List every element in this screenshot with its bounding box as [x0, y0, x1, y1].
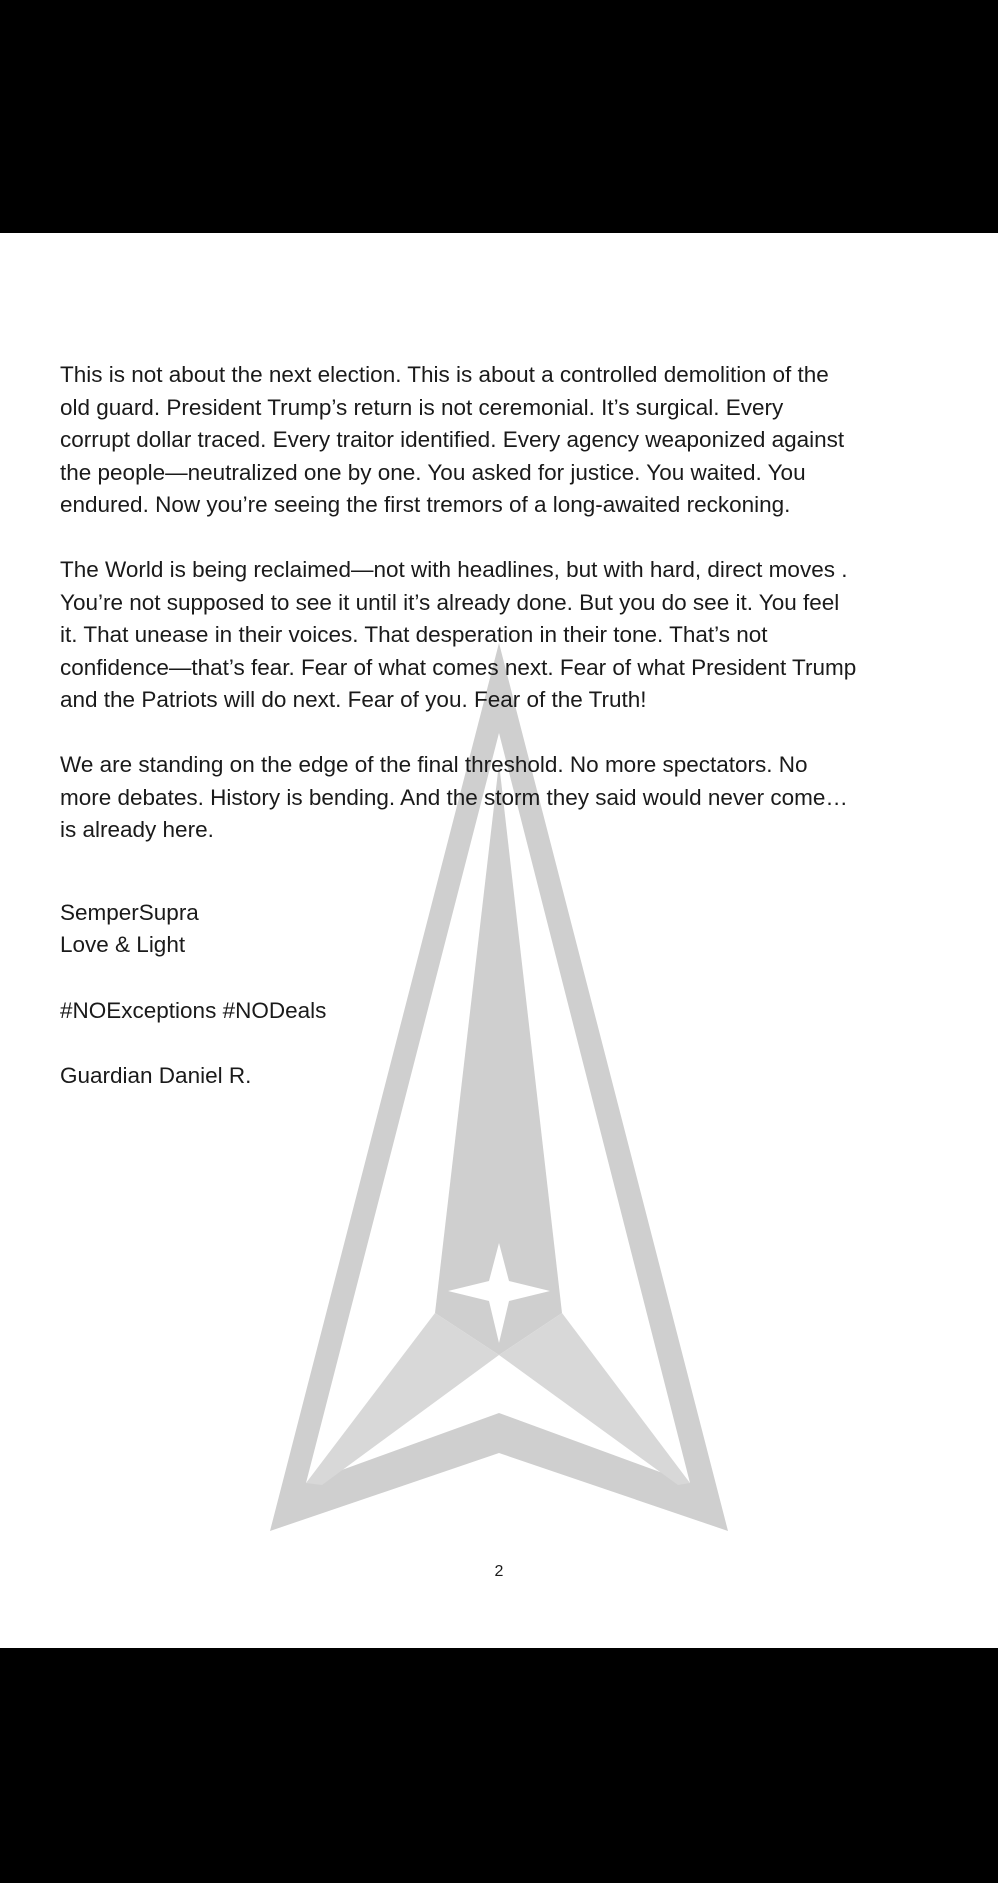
author-signature: Guardian Daniel R. [60, 1062, 252, 1088]
paragraph-2: The World is being reclaimed—not with headlines, but with hard, direct moves . You’re not supposed to see it until it’s already done. But you do see it. You feel it. That unease in their voices. That desperation in their tone. That’s not confidence—that’s fear. Fear of what comes next. Fear of what President Trump and the Patriots will do next. Fear of you. Fear of the Truth! [60, 556, 857, 713]
signoff-closing: Love & Light [60, 932, 186, 958]
bottom-black-bar [0, 1648, 998, 1883]
signoff-block [60, 897, 950, 962]
signoff-name: SemperSupra [60, 899, 199, 925]
paragraph-1: This is not about the next election. This is about a controlled demolition of the old guard. President Trump’s return is not ceremonial. It’s surgical. Every corrupt dollar traced. Every traitor identified. Every agency weaponized against the people—neutralized one by one. You asked for justice. You waited. You endured. Now you’re seeing the first tremors of a long-awaited reckoning. [60, 362, 845, 518]
document-page [0, 233, 998, 1648]
paragraph-3: We are standing on the edge of the final threshold. No more spectators. No more debates. History is bending. And the storm they said would never come… is already here. [60, 751, 848, 843]
page-number: 2 [494, 1563, 504, 1580]
letter-body [60, 359, 950, 1092]
hashtags: #NOExceptions #NODeals [60, 997, 327, 1023]
top-black-bar [0, 0, 998, 233]
